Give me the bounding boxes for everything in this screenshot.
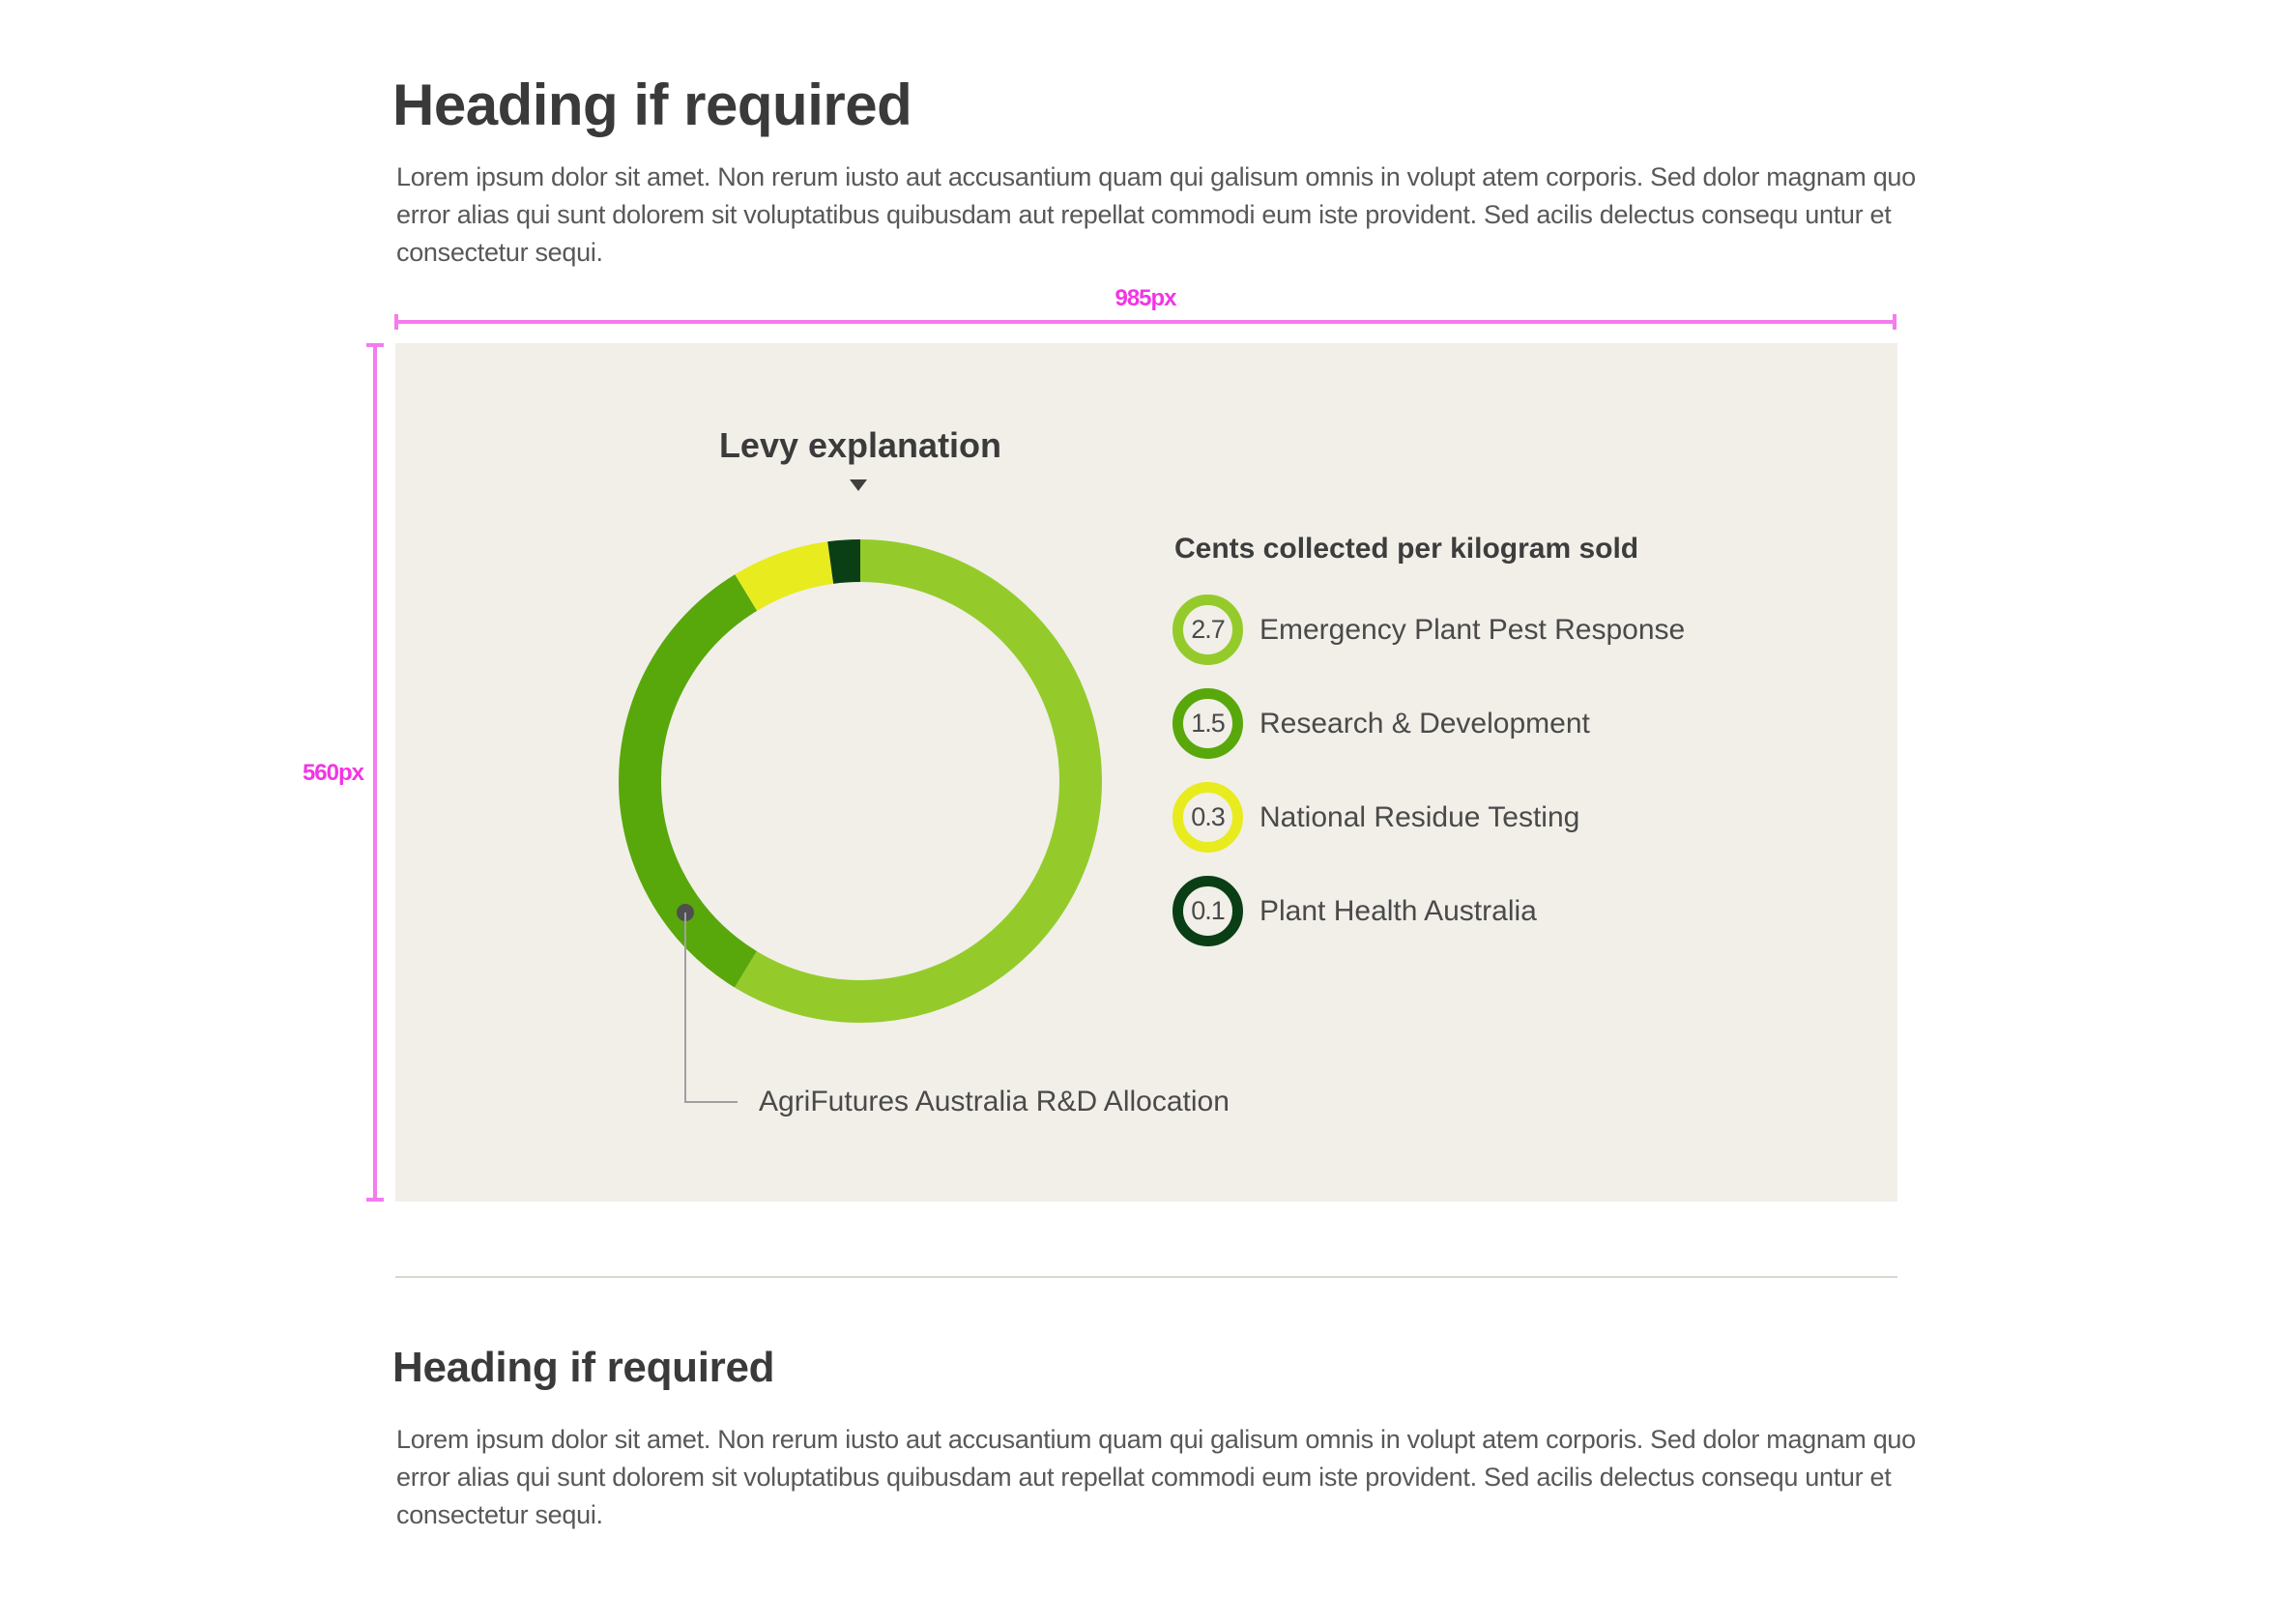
height-ruler-tick-top — [366, 343, 384, 347]
legend-item — [1172, 876, 1685, 946]
legend-item — [1172, 688, 1685, 759]
width-ruler-line — [394, 320, 1896, 324]
legend-label: Plant Health Australia — [1259, 894, 1537, 927]
legend-label: National Residue Testing — [1259, 800, 1580, 833]
width-ruler-tick-right — [1893, 314, 1896, 330]
section-heading-bottom: Heading if required — [392, 1344, 775, 1391]
callout-line-vertical — [684, 913, 686, 1102]
chart-legend — [1172, 533, 1685, 970]
height-ruler-line — [373, 343, 377, 1202]
section-paragraph-bottom: Lorem ipsum dolor sit amet. Non rerum iusto aut accusantium quam qui galisum omnis in volupt atem corporis. Sed dolor magnam quo error alias qui sunt dolorem sit voluptatibus quibusdam aut repellat commodi eum iste provident. Sed acilis delectus consequ untur et consectetur sequi. — [396, 1425, 1916, 1529]
callout-label: AgriFutures Australia R&D Allocation — [759, 1086, 1230, 1117]
legend-value-badge: 1.5 — [1172, 688, 1243, 759]
section-paragraph-top: Lorem ipsum dolor sit amet. Non rerum iusto aut accusantium quam qui galisum omnis in volupt atem corporis. Sed dolor magnam quo error alias qui sunt dolorem sit voluptatibus quibusdam aut repellat commodi eum iste provident. Sed acilis delectus consequ untur et consectetur sequi. — [396, 162, 1916, 267]
legend-title: Cents collected per kilogram sold — [1174, 533, 1639, 565]
legend-label: Research & Development — [1259, 707, 1590, 740]
legend-label: Emergency Plant Pest Response — [1259, 613, 1686, 646]
legend-item — [1172, 594, 1685, 665]
callout-line-horizontal — [684, 1101, 738, 1103]
height-ruler-tick-bottom — [366, 1198, 384, 1202]
legend-value-badge: 0.3 — [1172, 782, 1243, 853]
chart-title: Levy explanation — [718, 425, 1002, 465]
donut-chart — [590, 510, 1131, 1052]
width-ruler-tick-left — [394, 314, 398, 330]
legend-rows — [1172, 594, 1685, 946]
legend-value-badge: 2.7 — [1172, 594, 1243, 665]
height-ruler-label: 560px — [302, 760, 363, 786]
legend-item — [1172, 782, 1685, 853]
legend-value-badge: 0.1 — [1172, 876, 1243, 946]
width-ruler-label: 985px — [1115, 285, 1176, 311]
figure-panel — [395, 343, 1897, 1202]
section-heading-top: Heading if required — [392, 72, 912, 137]
section-divider — [395, 1276, 1897, 1278]
chevron-down-icon — [850, 479, 867, 491]
